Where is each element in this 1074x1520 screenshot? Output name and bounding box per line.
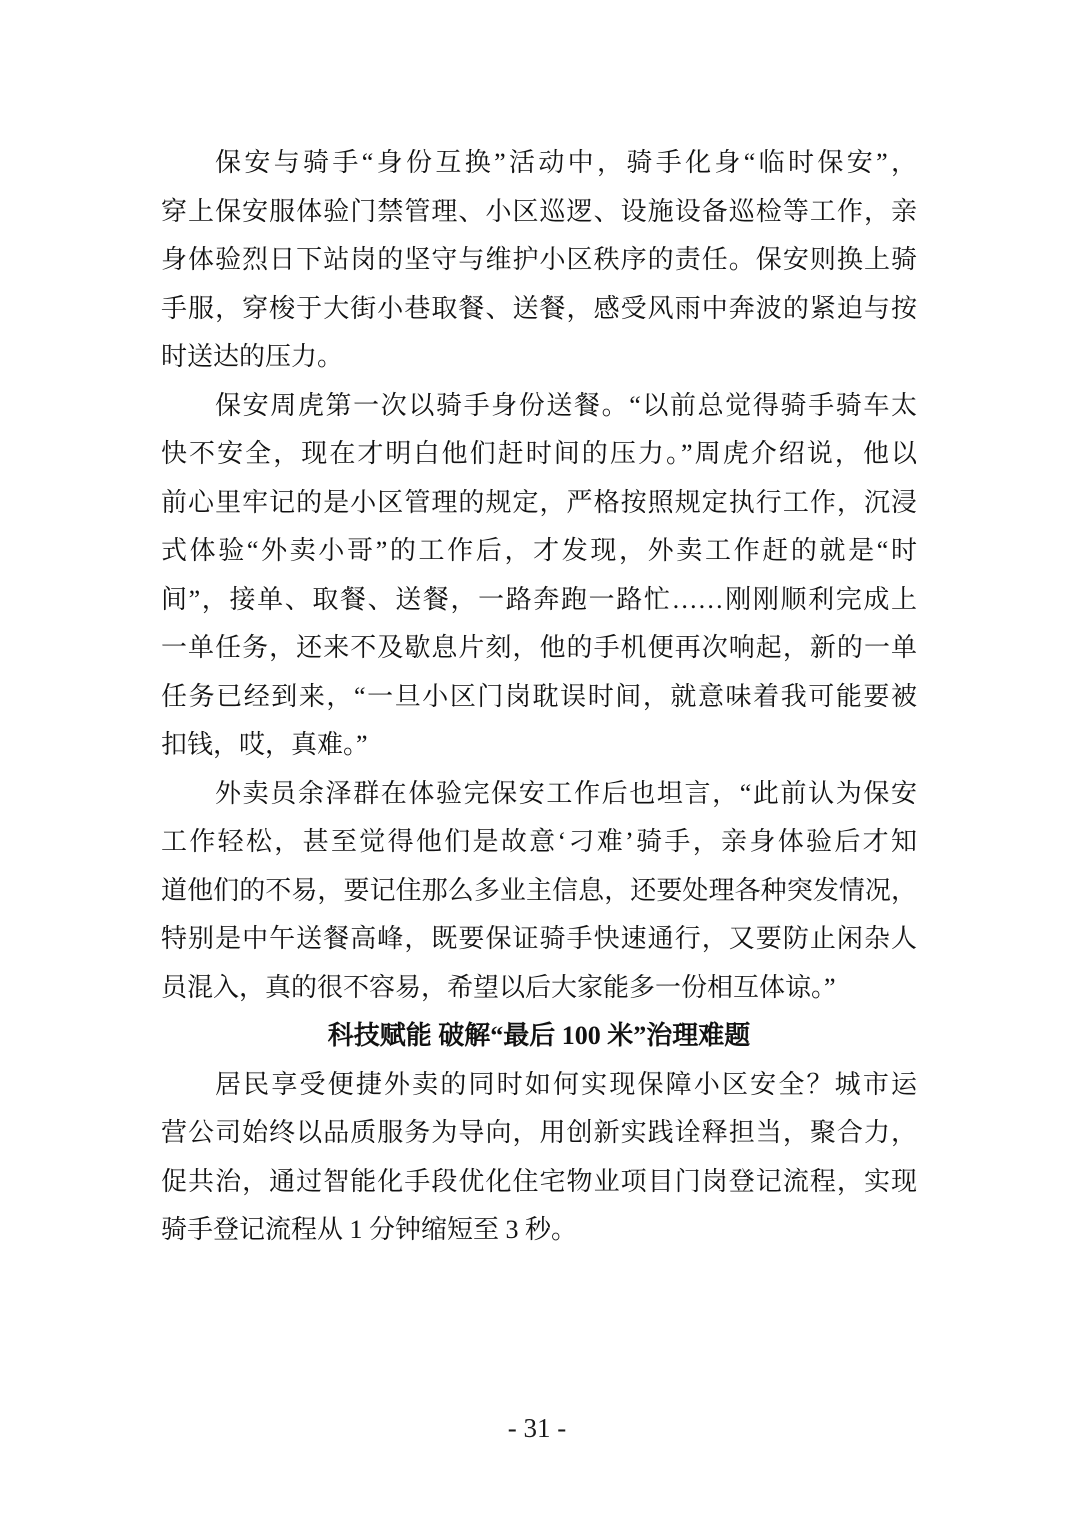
text-line: 扣钱，哎，真难。” [161, 730, 368, 759]
section-heading: 科技赋能 破解“最后 100 米”治理难题 [327, 1021, 751, 1050]
text-line: 道他们的不易，要记住那么多业主信息，还要处理各种突发情况， [161, 875, 917, 905]
text-line: 快不安全，现在才明白他们赶时间的压力。”周虎介绍说，他以 [161, 439, 917, 468]
text-line: 式体验“外卖小哥”的工作后，才发现，外卖工作赶的就是“时 [161, 536, 917, 565]
text-line: 间”，接单、取餐、送餐，一路奔跑一路忙……刚刚顺利完成上 [161, 584, 917, 614]
text-line: 任务已经到来，“一旦小区门岗耽误时间，就意味着我可能要被 [161, 681, 917, 711]
text-line: 员混入，真的很不容易，希望以后大家能多一份相互体谅。” [161, 972, 836, 1002]
text-line: 居民享受便捷外卖的同时如何实现保障小区安全？城市运 [215, 1069, 917, 1099]
text-line: 营公司始终以品质服务为导向，用创新实践诠释担当，聚合力， [161, 1118, 917, 1147]
text-content [161, 139, 917, 1255]
text-line: 手服，穿梭于大街小巷取餐、送餐，感受风雨中奔波的紧迫与按 [161, 293, 917, 323]
text-line: 骑手登记流程从 1 分钟缩短至 3 秒。 [161, 1215, 578, 1244]
text-line: 身体验烈日下站岗的坚守与维护小区秩序的责任。保安则换上骑 [161, 245, 917, 274]
text-line: 促共治，通过智能化手段优化住宅物业项目门岗登记流程，实现 [161, 1166, 917, 1196]
text-line: 前心里牢记的是小区管理的规定，严格按照规定执行工作，沉浸 [161, 487, 917, 517]
text-line: 保安周虎第一次以骑手身份送餐。“以前总觉得骑手骑车太 [215, 390, 917, 420]
page-number: - 31 - [507, 1413, 567, 1443]
text-line: 特别是中午送餐高峰，既要保证骑手快速通行，又要防止闲杂人 [161, 924, 917, 953]
text-line: 一单任务，还来不及歇息片刻，他的手机便再次响起，新的一单 [161, 633, 917, 662]
text-line: 穿上保安服体验门禁管理、小区巡逻、设施设备巡检等工作，亲 [161, 196, 917, 226]
text-line: 时送达的压力。 [161, 342, 344, 371]
text-line: 外卖员余泽群在体验完保安工作后也坦言，“此前认为保安 [215, 778, 917, 808]
text-line: 保安与骑手“身份互换”活动中，骑手化身“临时保安”， [215, 148, 917, 177]
text-line: 工作轻松，甚至觉得他们是故意‘刁难’骑手，亲身体验后才知 [161, 827, 917, 856]
